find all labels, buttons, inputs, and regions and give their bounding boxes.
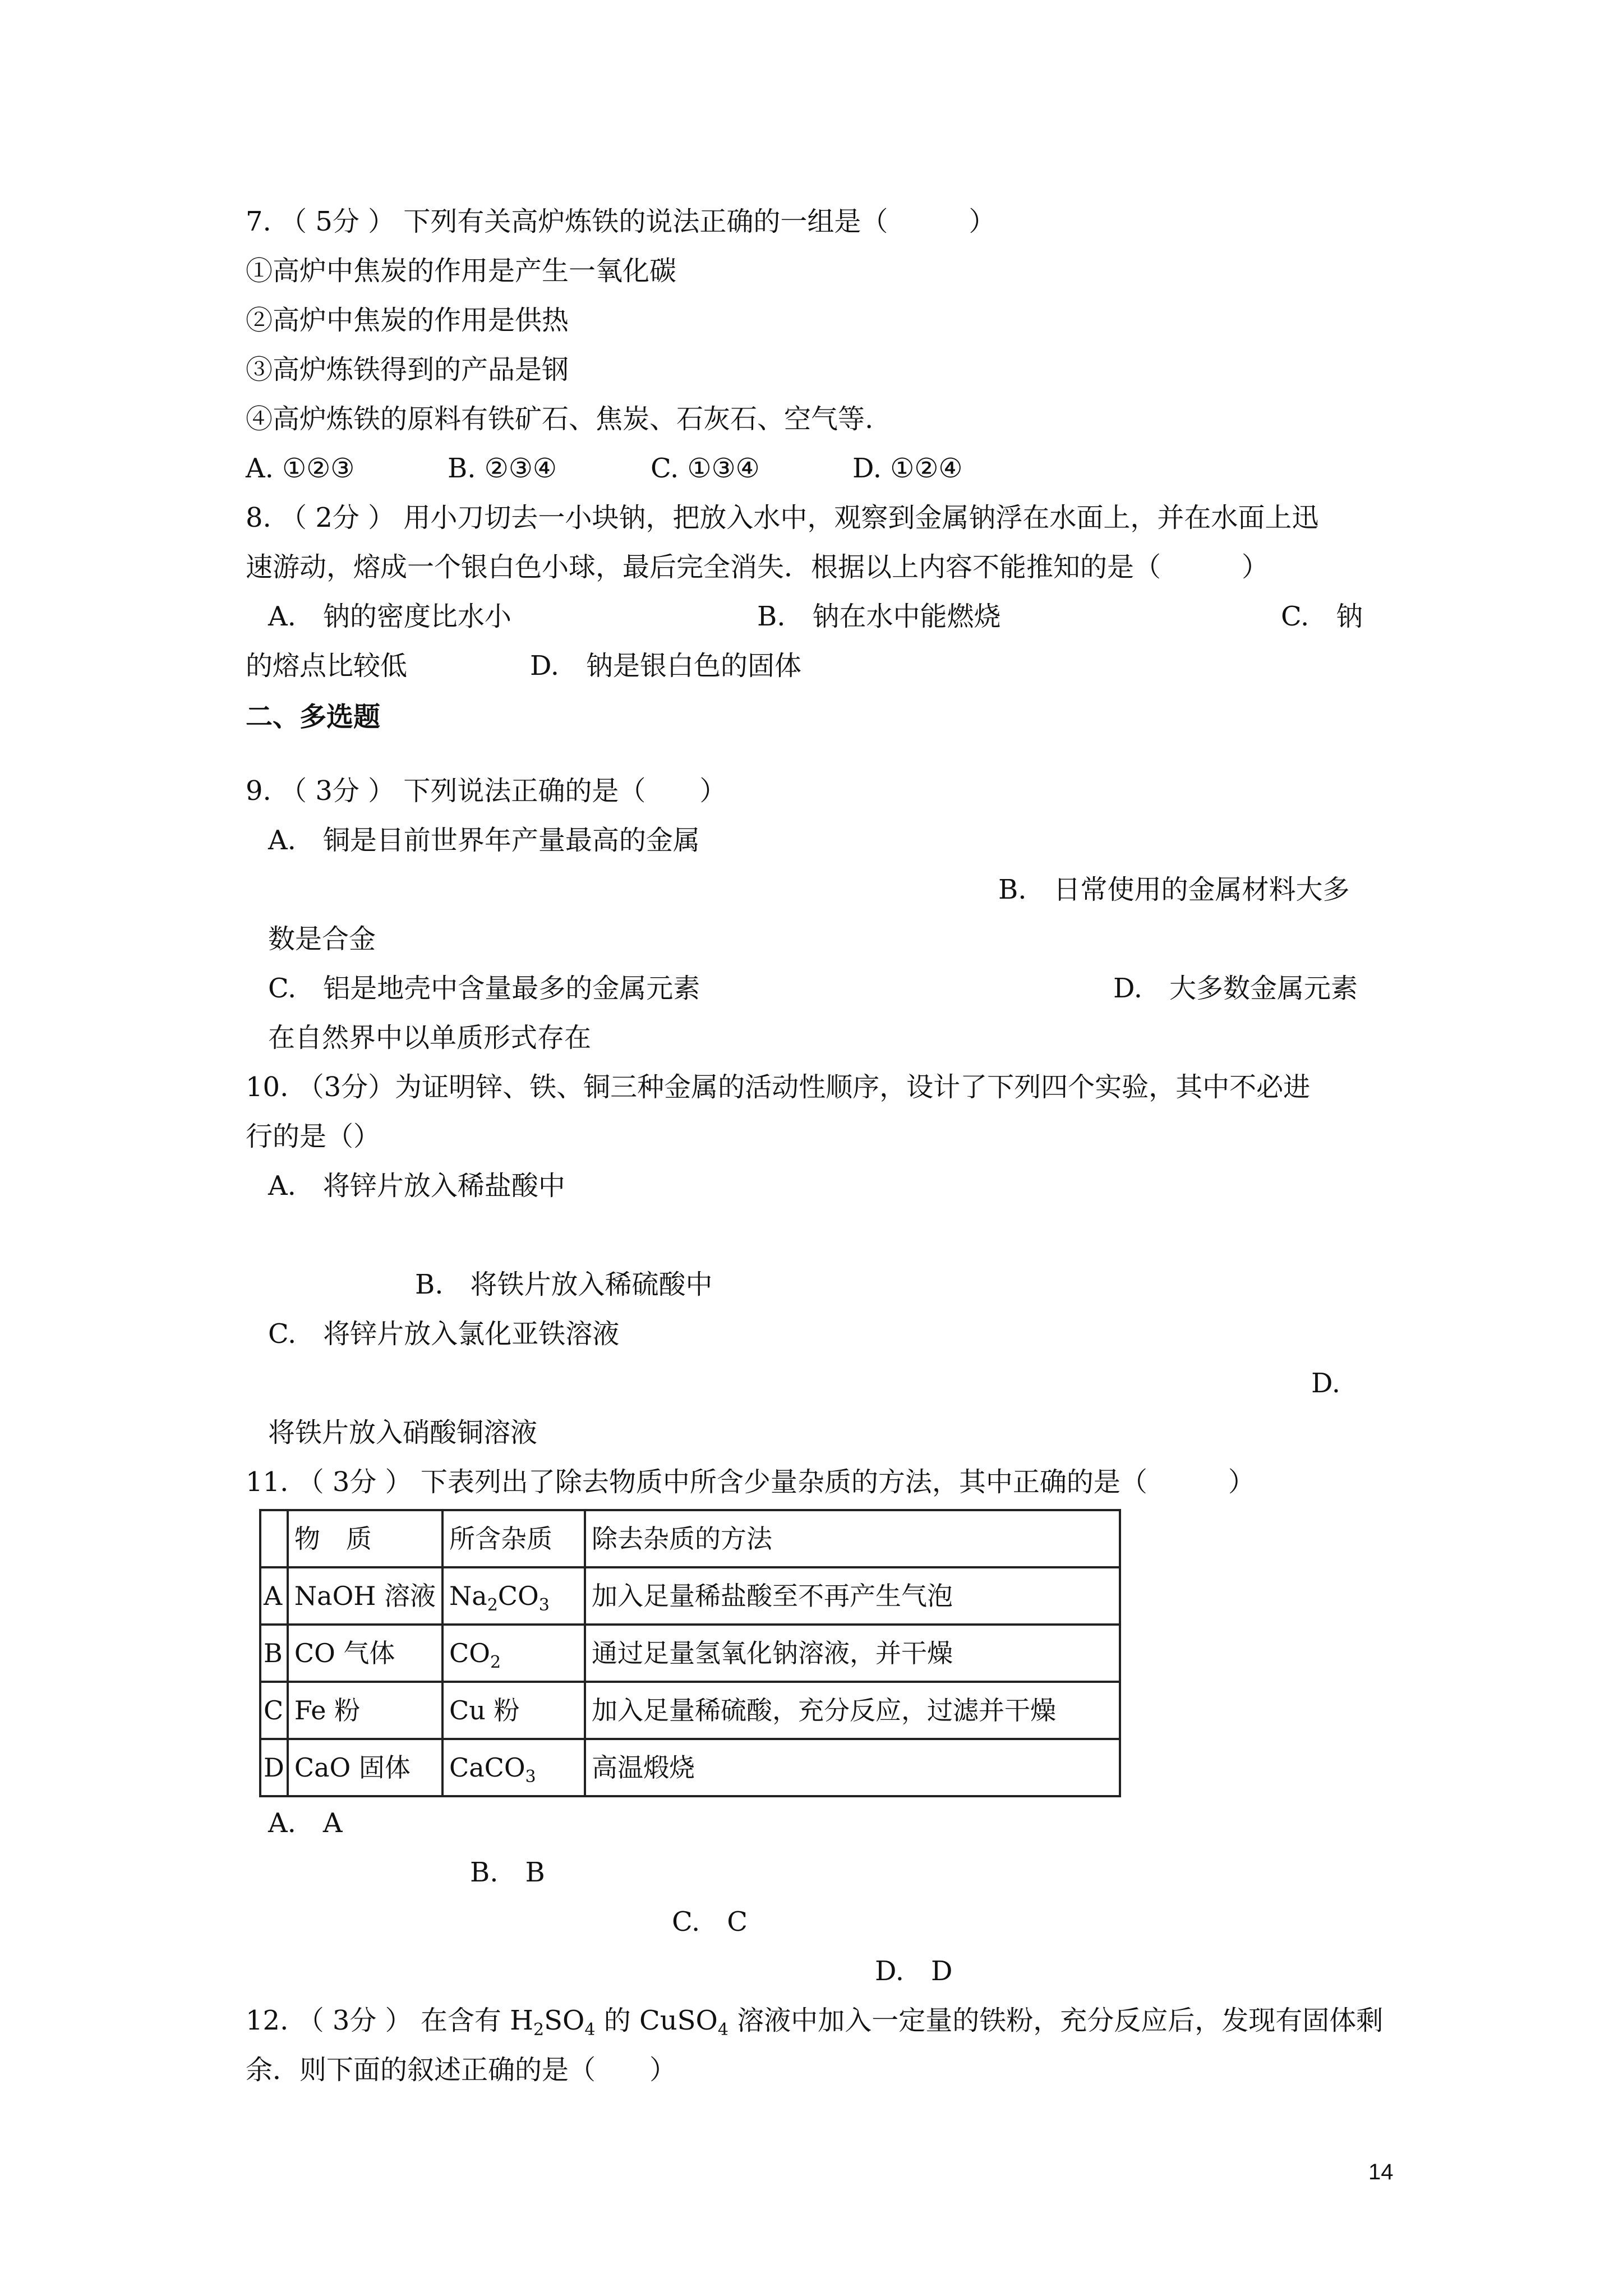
q10-option-c: C. 将锌片放入氯化亚铁溶液 (268, 1318, 620, 1350)
q7-stem: 7. （ 5分 ） 下列有关高炉炼铁的说法正确的一组是（ ） (246, 206, 996, 237)
table-header-cell: 物 质 (288, 1510, 442, 1567)
table-row (260, 1567, 1120, 1625)
q11-option-d: D. D (875, 1955, 953, 1987)
q7-option-b: B. ②③④ (448, 453, 557, 484)
page-number: 14 (1368, 2160, 1394, 2184)
q7-option-c: C. ①③④ (651, 453, 760, 484)
impurity-cell: CaCO$_3$ (442, 1739, 585, 1796)
table-row (260, 1682, 1120, 1739)
method-cell: 加入足量稀硫酸，充分反应，过滤并干燥 (585, 1682, 1120, 1739)
q8-stem-line2: 速游动，熔成一个银白色小球，最后完全消失．根据以上内容不能推知的是（ ） (246, 551, 1269, 583)
q10-stem-line2: 行的是（） (246, 1121, 381, 1152)
q12-stem-line2: 余．则下面的叙述正确的是（ ） (246, 2054, 677, 2086)
q7-item-4: ④高炉炼铁的原料有铁矿石、焦炭、石灰石、空气等. (246, 403, 874, 435)
method-cell: 加入足量稀盐酸至不再产生气泡 (585, 1567, 1120, 1625)
table-header-cell: 所含杂质 (442, 1510, 585, 1567)
q7-item-2: ②高炉中焦炭的作用是供热 (246, 305, 569, 336)
q9-option-c: C. 铝是地壳中含量最多的金属元素 (268, 973, 700, 1004)
q10-option-d-part2: 将铁片放入硝酸铜溶液 (268, 1417, 538, 1448)
q9-option-a: A. 铜是目前世界年产量最高的金属 (268, 825, 700, 856)
q12-stem-line1: 12. （ 3分 ） 在含有 $H_2SO_4$ 的 CuSO$_4$ 溶液中加入一定量的铁粉，充分反应后，发现有固体剩 (246, 2005, 1384, 2040)
q10-option-d-part1: D. (1311, 1368, 1341, 1399)
table-row (260, 1625, 1120, 1682)
q8-option-a: A. 钠的密度比水小 (268, 601, 511, 632)
q10-option-a: A. 将锌片放入稀盐酸中 (268, 1170, 565, 1202)
q8-stem-line1: 8. （ 2分 ） 用小刀切去一小块钠，把放入水中，观察到金属钠浮在水面上，并在水面上迅 (246, 502, 1319, 533)
q7-option-a: A. ①②③ (246, 453, 355, 484)
q11-stem: 11. （ 3分 ） 下表列出了除去物质中所含少量杂质的方法，其中正确的是（ ） (246, 1466, 1255, 1498)
q8-option-c-part1: C. 钠 (1281, 601, 1363, 632)
impurity-cell: $Na_2CO_3$ (442, 1567, 585, 1625)
q9-stem: 9. （ 3分 ） 下列说法正确的是（ ） (246, 775, 727, 807)
q10-stem-line1: 10. （3分）为证明锌、铁、铜三种金属的活动性顺序，设计了下列四个实验，其中不必进 (246, 1071, 1311, 1103)
method-cell: 高温煅烧 (585, 1739, 1120, 1796)
q9-option-b-part2: 数是合金 (268, 923, 376, 955)
section-title: 二、多选题 (246, 701, 381, 733)
q8-option-c-part2: 的熔点比较低 (246, 650, 408, 682)
row-label: A (260, 1567, 288, 1625)
impurity-cell: $CO_2$ (442, 1625, 585, 1682)
table-header-row (260, 1510, 1120, 1567)
impurity-cell: Cu 粉 (442, 1682, 585, 1739)
q11-option-a: A. A (268, 1807, 343, 1839)
substance-cell: CO 气体 (288, 1625, 442, 1682)
row-label: B (260, 1625, 288, 1682)
table-header-cell (260, 1510, 288, 1567)
q7-item-1: ①高炉中焦炭的作用是产生一氧化碳 (246, 255, 677, 287)
q8-option-d: D. 钠是银白色的固体 (530, 650, 802, 682)
row-label: C (260, 1682, 288, 1739)
q11-option-c: C. C (672, 1906, 748, 1938)
q7-item-3: ③高炉炼铁得到的产品是钢 (246, 354, 569, 385)
q11-option-b: B. B (470, 1857, 545, 1888)
substance-cell: NaOH 溶液 (288, 1567, 442, 1625)
row-label: D (260, 1739, 288, 1796)
impurity-table (259, 1509, 1121, 1797)
q7-option-d: D. ①②④ (852, 453, 963, 484)
table-row (260, 1739, 1120, 1796)
q8-option-b: B. 钠在水中能燃烧 (757, 601, 1001, 632)
substance-cell: Fe 粉 (288, 1682, 442, 1739)
table-header-cell: 除去杂质的方法 (585, 1510, 1120, 1567)
q10-option-b: B. 将铁片放入稀硫酸中 (415, 1269, 713, 1300)
q9-option-b-part1: B. 日常使用的金属材料大多 (998, 874, 1350, 905)
q9-option-d-part2: 在自然界中以单质形式存在 (268, 1022, 592, 1053)
method-cell: 通过足量氢氧化钠溶液，并干燥 (585, 1625, 1120, 1682)
substance-cell: CaO 固体 (288, 1739, 442, 1796)
q9-option-d-part1: D. 大多数金属元素 (1113, 973, 1358, 1004)
